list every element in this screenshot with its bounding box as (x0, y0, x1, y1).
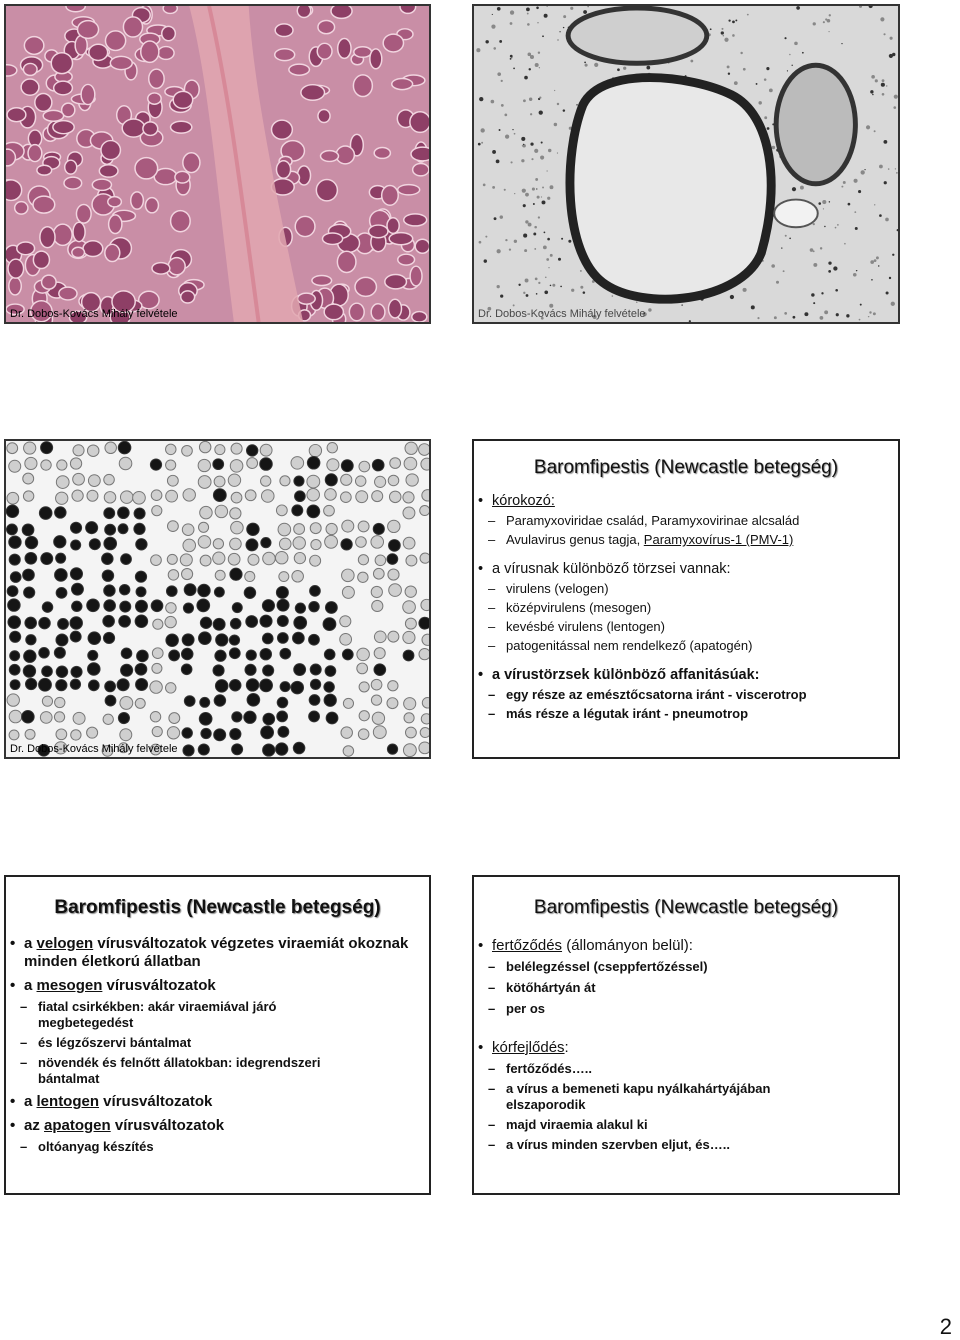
list-item: – per os (474, 1001, 888, 1017)
list-item: • az apatogen vírusváltozatok (6, 1117, 419, 1135)
list-item: • a vírustörzsek különböző affanitásúak: (474, 667, 898, 684)
list-item: • kórokozó: (474, 493, 898, 510)
list-item: – majd viraemia alakul ki (474, 1117, 888, 1133)
list-item: – oltóanyag készítés (6, 1139, 419, 1155)
variants-slide (4, 875, 431, 1195)
photo-credit: Dr. Dobos-Kovács Mihály felvétele (10, 308, 178, 320)
list-item: – a vírus a bemeneti kapu nyálkahártyájában elszaporodik (474, 1081, 888, 1113)
list-item: • a velogen vírusváltozatok végzetes viraemiát okoznak minden életkorú állatban (6, 935, 419, 971)
electron-micrograph-image (474, 6, 898, 322)
list-item: • a vírusnak különböző törzsei vannak: (474, 561, 898, 578)
list-item: • kórfejlődés: (474, 1039, 888, 1057)
list-item: • a lentogen vírusváltozatok (6, 1093, 419, 1111)
electron-micrograph-cell-slide (472, 4, 900, 324)
list-item: – más része a légutak iránt - pneumotrop (474, 706, 898, 722)
histology-image (6, 6, 429, 322)
slide-title: Baromfipestis (Newcastle betegség) (533, 457, 839, 478)
virus-particles-image (6, 441, 429, 757)
list-item: – és légzőszervi bántalmat (6, 1035, 419, 1051)
list-item: – patogenitással nem rendelkező (apatogén) (474, 638, 898, 654)
list-item: – fiatal csirkékben: akár viraemiával járó megbetegedést (6, 999, 419, 1031)
list-item: – Paramyxoviridae család, Paramyxovirinae alcsalád (474, 513, 898, 529)
list-item: – kevésbé virulens (lentogen) (474, 619, 898, 635)
photo-credit: Dr. Dobos-Kovács Mihály felvétele (478, 308, 646, 320)
list-item: – virulens (velogen) (474, 581, 898, 597)
list-item: – fertőződés….. (474, 1061, 888, 1077)
list-item: – növendék és felnőtt állatokban: idegrendszeri bántalmat (6, 1055, 419, 1087)
photo-credit: Dr. Dobos-Kovács Mihály felvétele (10, 743, 178, 755)
page-number: 2 (939, 1314, 952, 1339)
list-item: – belélegzéssel (cseppfertőzéssel) (474, 959, 888, 975)
slide-title: Baromfipestis (Newcastle betegség) (54, 897, 381, 918)
list-item: – a vírus minden szervben eljut, és….. (474, 1137, 888, 1153)
list-item: – középvirulens (mesogen) (474, 600, 898, 616)
infection-slide (472, 875, 900, 1195)
list-item: – kötőhártyán át (474, 980, 888, 996)
list-item: – Avulavirus genus tagja, Paramyxovírus-1 (PMV-1) (474, 532, 898, 548)
electron-micrograph-virus-slide (4, 439, 431, 759)
histology-photo-slide (4, 4, 431, 324)
slide-title: Baromfipestis (Newcastle betegség) (533, 897, 839, 918)
list-item: – egy része az emésztőcsatorna iránt - viscerotrop (474, 687, 898, 703)
list-item: • a mesogen vírusváltozatok (6, 977, 419, 995)
overview-slide (472, 439, 900, 759)
list-item: • fertőződés (állományon belül): (474, 937, 888, 955)
